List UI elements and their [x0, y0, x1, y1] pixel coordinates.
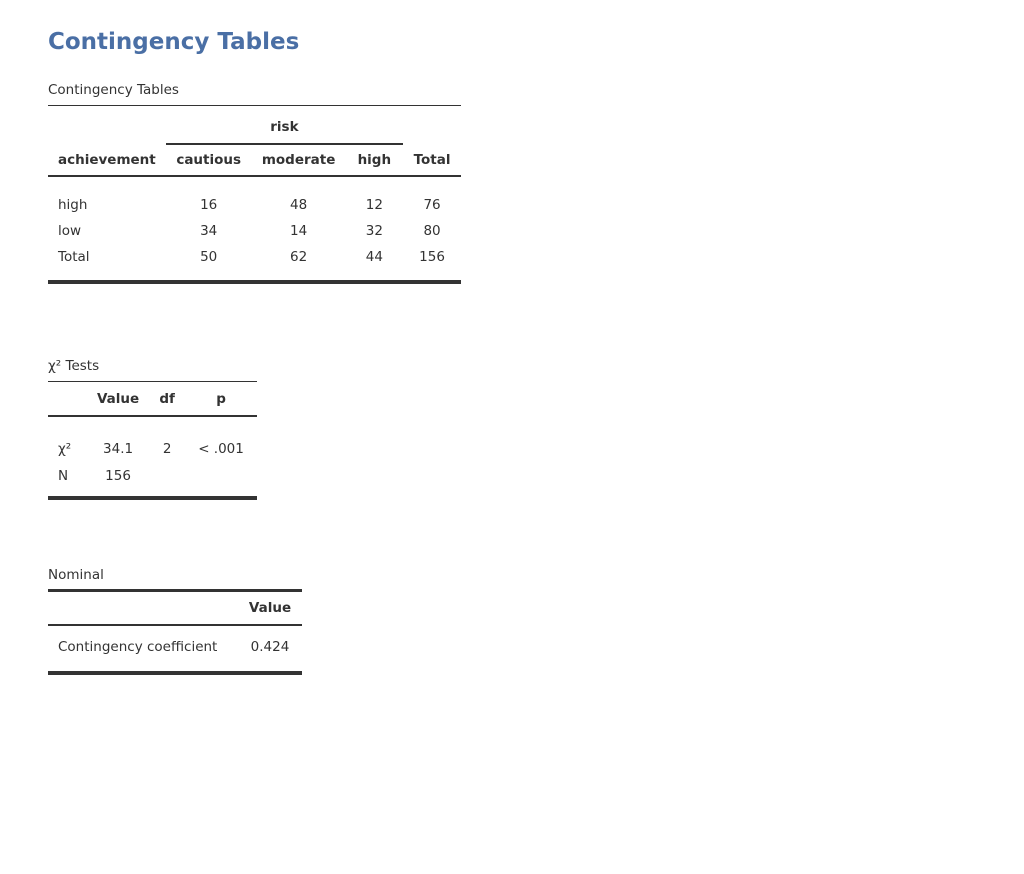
row-label: Contingency coefficient [58, 639, 218, 655]
column-header: Value [238, 591, 302, 626]
table-cell: 34 [200, 223, 218, 239]
table-cell: 32 [365, 223, 383, 239]
total-row [48, 239, 461, 274]
contingency-table [48, 105, 461, 284]
table-cell [185, 457, 257, 484]
table-cell: 44 [365, 248, 383, 265]
row-label: low [58, 223, 82, 239]
table-row [48, 176, 461, 213]
row-label: χ² [58, 441, 72, 457]
nominal-table [48, 589, 302, 675]
table-cell: 14 [289, 223, 308, 239]
chisq-table [48, 381, 257, 500]
table-cell: 62 [289, 248, 308, 265]
column-header: p [185, 382, 257, 417]
table-cell: 50 [200, 248, 218, 265]
table-cell: 2 [162, 441, 172, 457]
table-cell: 48 [289, 197, 308, 213]
column-header: Value [87, 382, 149, 417]
table-cell: 34.1 [103, 441, 134, 457]
table-row [48, 213, 461, 239]
table-row [48, 625, 302, 668]
nominal-table-caption: Nominal [48, 567, 104, 583]
table-row [48, 416, 257, 457]
column-header: achievement [48, 144, 166, 176]
table-cell: 156 [105, 468, 131, 484]
table-cell [149, 457, 185, 484]
contingency-table-caption: Contingency Tables [48, 82, 179, 98]
table-cell: 80 [423, 223, 441, 239]
column-header: moderate [252, 144, 346, 176]
chisq-table-caption: χ² Tests [48, 358, 100, 374]
table-cell: 76 [423, 197, 441, 213]
table-cell: 16 [200, 197, 218, 213]
column-header [48, 382, 87, 417]
page-title: Contingency Tables [48, 29, 300, 55]
row-label: high [58, 197, 88, 213]
row-label: N [58, 468, 69, 484]
row-label: Total [58, 248, 90, 265]
table-cell: 0.424 [250, 639, 290, 655]
table-cell: 156 [419, 248, 445, 265]
table-cell: 12 [365, 197, 383, 213]
column-header: high [346, 144, 404, 176]
column-header: Total [403, 144, 461, 176]
column-header [48, 591, 238, 626]
risk-span-header: risk [166, 106, 403, 145]
table-row [48, 457, 257, 484]
table-cell: < .001 [198, 441, 244, 457]
column-header: df [149, 382, 185, 417]
column-header: cautious [166, 144, 252, 176]
